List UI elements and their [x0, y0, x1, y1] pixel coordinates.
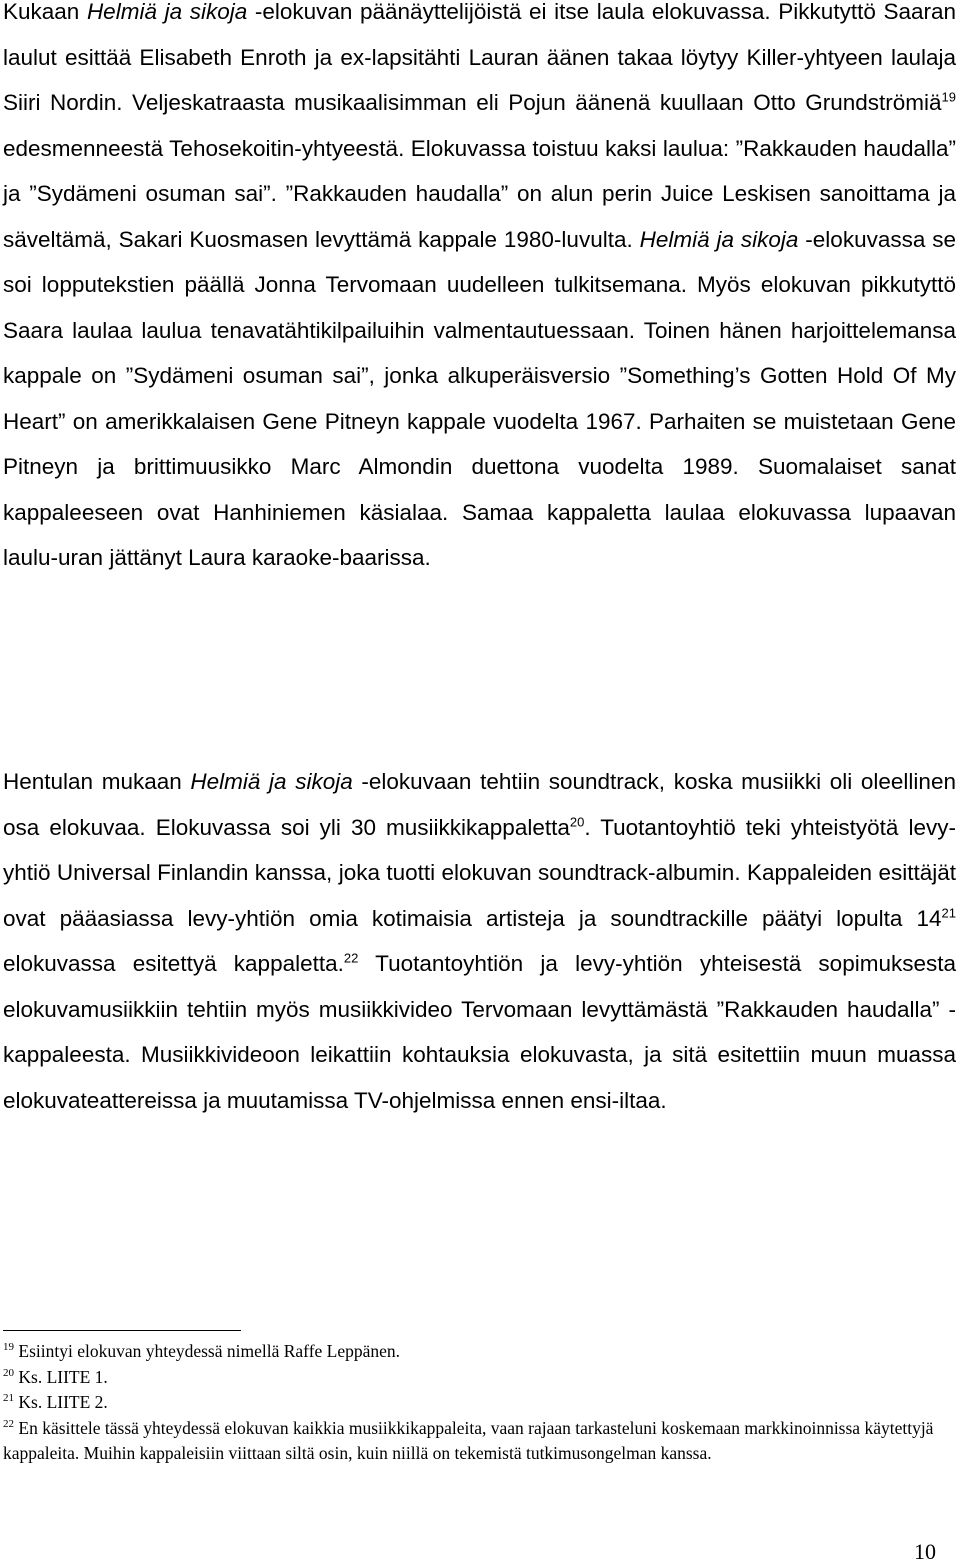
- text-run: -elokuvaan tehtiin soundtrack, koska musiikki oli oleellinen osa elokuvaa. Elokuvassa soi yli 30 musiikkikappaletta: [3, 769, 956, 840]
- body-paragraph-1: [3, 0, 956, 581]
- footnote-reference: 20: [569, 814, 585, 829]
- footnote-text: Esiintyi elokuvan yhteydessä nimellä Raffe Leppänen.: [14, 1341, 401, 1361]
- text-run: Hentulan mukaan: [3, 769, 191, 794]
- text-run: -elokuvassa se soi lopputekstien päällä Jonna Tervomaan uudelleen tulkitsemana. Myös elokuvan pikkutyttö Saara laulaa laulua tenavatähtikilpailuihin valmentautuessaan. Toinen hänen harjoittelemansa kappale on ”Sydämeni osuman sai”, jonka alkuperäisversio ”Something’s Gotten Hold Of My Heart” on amerikkalaisen Gene Pitneyn kappale vuodelta 1967. Parhaiten se muistetaan Gene Pitneyn ja brittimuusikko Marc Almondin duettona vuodelta 1989. Suomalaiset sanat kappaleeseen ovat Hanhiniemen käsialaa. Samaa kappaletta laulaa elokuvassa lupaavan laulu-uran jättänyt Laura karaoke-baarissa.: [3, 226, 956, 570]
- footnote-reference: 19: [941, 89, 956, 105]
- text-run: edesmenneestä Tehosekoitin-yhtyeestä. Elokuvassa toistuu kaksi laulua: ”Rakkauden haudalla” ja ”Sydämeni osuman sai”. ”Rakkauden haudalla” on alun perin Juice Leskisen sanoittama ja säveltämä, Sakari Kuosmasen levyttämä kappale 1980-luvulta.: [3, 135, 956, 252]
- footnote-separator: [3, 1330, 241, 1331]
- footnote-21: [3, 1390, 956, 1416]
- footnote-reference: 22: [343, 950, 359, 966]
- footnote-22: [3, 1416, 956, 1467]
- footnote-number: 19: [3, 1341, 14, 1354]
- text-run: Tuotantoyhtiön ja levy-yhtiön yhteisestä sopimuksesta elokuvamusiikkiin tehtiin myös musiikkivideo Tervomaan levyttämästä ”Rakkauden haudalla” -kappaleesta. Musiikkivideoon leikattiin kohtauksia elokuvasta, ja sitä esitettiin muun muassa elokuvateattereissa ja muutamissa TV-ohjelmissa ennen ensi-iltaa.: [3, 951, 956, 1113]
- text-run: elokuvassa esitettyä kappaletta.: [3, 951, 344, 976]
- body-paragraph-2: [3, 759, 956, 1123]
- film-title: Helmiä ja sikoja: [190, 769, 353, 794]
- film-title: Helmiä ja sikoja: [86, 0, 248, 24]
- text-run: -elokuvan päänäyttelijöistä ei itse laula elokuvassa. Pikkutyttö Saaran laulut esittää Elisabeth Enroth ja ex-lapsitähti Lauran äänen takaa löytyy Killer-yhtyeen laulaja Siiri Nordin. Veljeskatraasta musikaalisimman eli Pojun äänenä kuullaan Otto Grundströmiä: [3, 0, 957, 115]
- footnote-number: 22: [3, 1417, 14, 1430]
- footnote-reference: 21: [941, 905, 956, 920]
- footnotes: [3, 1339, 956, 1467]
- footnote-number: 20: [3, 1366, 14, 1379]
- text-run: Kukaan: [3, 0, 87, 24]
- footnote-19: [3, 1339, 956, 1365]
- film-title: Helmiä ja sikoja: [639, 226, 799, 252]
- footnote-text: En käsittele tässä yhteydessä elokuvan kaikkia musiikkikappaleita, vaan rajaan tarkasteluni koskemaan markkinoinnissa käytettyjä kappaleita. Muihin kappaleisiin viittaan siltä osin, kuin niillä on tekemistä tutkimusongelman kanssa.: [3, 1417, 934, 1463]
- footnote-20: [3, 1365, 956, 1391]
- text-run: . Tuotantoyhtiö teki yhteistyötä levy-yhtiö Universal Finlandin kanssa, joka tuotti elokuvan soundtrack-albumin. Kappaleiden esittäjät ovat pääasiassa levy-yhtiön omia kotimaisia artisteja ja soundtrackille päätyi lopulta 14: [3, 814, 956, 931]
- footnote-text: Ks. LIITE 2.: [14, 1392, 108, 1412]
- page-number: 10: [914, 1539, 936, 1564]
- footnote-text: Ks. LIITE 1.: [14, 1366, 108, 1387]
- footnote-number: 21: [3, 1392, 14, 1405]
